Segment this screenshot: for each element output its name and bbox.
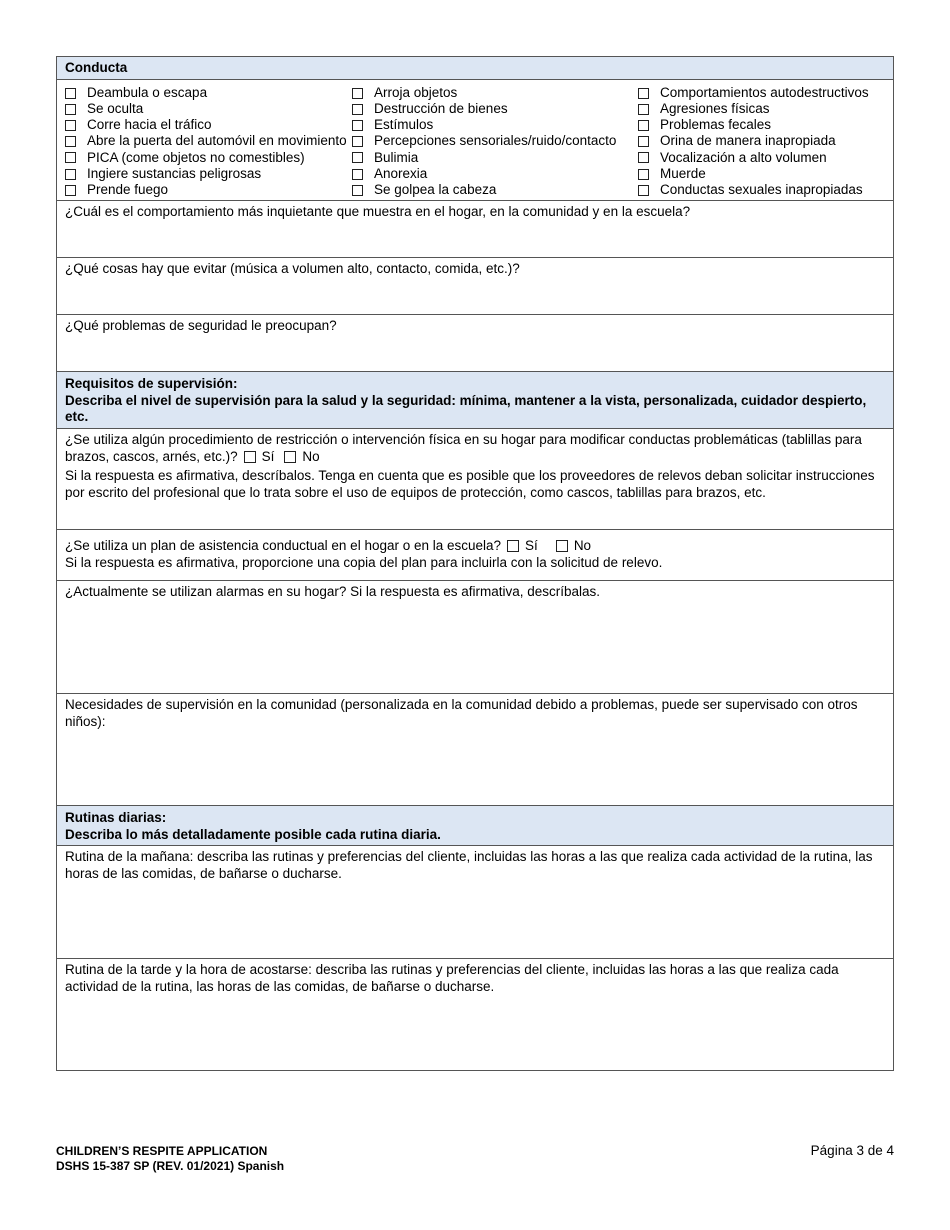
no-checkbox[interactable]: [556, 540, 568, 552]
checkbox[interactable]: [65, 185, 76, 196]
checkbox[interactable]: [638, 152, 649, 163]
behavior-item[interactable]: Estímulos: [352, 117, 638, 133]
behavior-item[interactable]: Agresiones físicas: [638, 101, 885, 117]
behavior-item[interactable]: Percepciones sensoriales/ruido/contacto: [352, 134, 638, 150]
behavior-item[interactable]: Ingiere sustancias peligrosas: [65, 166, 352, 182]
checkbox[interactable]: [65, 88, 76, 99]
evening-routine[interactable]: Rutina de la tarde y la hora de acostarse: describa las rutinas y preferencias del cliente, incluidas las horas a las que realiza cada actividad de la rutina, las horas de las comidas, de bañarse o ducharse.: [65, 962, 839, 994]
behavior-item[interactable]: Bulimia: [352, 150, 638, 166]
behavior-item[interactable]: Abre la puerta del automóvil en movimiento: [65, 134, 352, 150]
checkbox[interactable]: [352, 136, 363, 147]
checkbox[interactable]: [638, 88, 649, 99]
page-number: Página 3 de 4: [810, 1143, 894, 1158]
behavior-item[interactable]: Anorexia: [352, 166, 638, 182]
checkbox[interactable]: [65, 136, 76, 147]
checkbox[interactable]: [638, 136, 649, 147]
checkbox[interactable]: [352, 88, 363, 99]
checkbox[interactable]: [352, 120, 363, 131]
checkbox[interactable]: [352, 169, 363, 180]
checkbox[interactable]: [638, 120, 649, 131]
routines-title: Rutinas diarias:: [65, 810, 167, 825]
checkbox[interactable]: [65, 152, 76, 163]
checkbox[interactable]: [65, 120, 76, 131]
checkbox[interactable]: [65, 104, 76, 115]
conducta-title: Conducta: [65, 60, 128, 75]
supervision-subtitle: Describa el nivel de supervisión para la salud y la seguridad: mínima, mantener a la vista, personalizada, cuidador despierto, etc.: [65, 392, 867, 424]
yes-checkbox[interactable]: [244, 451, 256, 463]
behavior-plan-question[interactable]: ¿Se utiliza un plan de asistencia conductual en el hogar o en la escuela? Sí No Si la respuesta es afirmativa, proporcione una copia del plan para incluirla con la solicitud de relevo.: [57, 530, 893, 581]
behavior-checklist: [57, 80, 893, 201]
behavior-item[interactable]: Se oculta: [65, 101, 352, 117]
behavior-item[interactable]: Comportamientos autodestructivos: [638, 85, 885, 101]
checkbox[interactable]: [352, 104, 363, 115]
behavior-item[interactable]: Conductas sexuales inapropiadas: [638, 182, 885, 198]
community-supervision-question[interactable]: Necesidades de supervisión en la comunidad (personalizada en la comunidad debido a problemas, puede ser supervisado con otros niños):: [57, 694, 893, 806]
behavior-item[interactable]: Corre hacia el tráfico: [65, 117, 352, 133]
question-safety-concerns[interactable]: ¿Qué problemas de seguridad le preocupan?: [57, 315, 893, 372]
conducta-header: [57, 57, 893, 80]
alarms-question[interactable]: ¿Actualmente se utilizan alarmas en su hogar? Si la respuesta es afirmativa, descríbalas.: [57, 581, 893, 694]
behavior-item[interactable]: Prende fuego: [65, 182, 352, 198]
routines-header: [57, 806, 893, 846]
no-checkbox[interactable]: [284, 451, 296, 463]
behavior-item[interactable]: Destrucción de bienes: [352, 101, 638, 117]
behavior-plan-note: Si la respuesta es afirmativa, proporcione una copia del plan para incluirla con la solicitud de relevo.: [65, 554, 663, 570]
behavior-item[interactable]: Deambula o escapa: [65, 85, 352, 101]
checkbox[interactable]: [352, 152, 363, 163]
form-table: [56, 56, 894, 1071]
behavior-item[interactable]: Orina de manera inapropiada: [638, 134, 885, 150]
checkbox[interactable]: [352, 185, 363, 196]
supervision-header: [57, 372, 893, 429]
checkbox[interactable]: [638, 169, 649, 180]
behavior-item[interactable]: Muerde: [638, 166, 885, 182]
restriction-note: Si la respuesta es afirmativa, descríbalos. Tenga en cuenta que es posible que los proveedores de relevos deban solicitar instrucciones por escrito del profesional que lo trata sobre el uso de equipos de protección, como cascos, tablillas para brazos, etc.: [65, 468, 875, 500]
question-things-to-avoid[interactable]: ¿Qué cosas hay que evitar (música a volumen alto, contacto, comida, etc.)?: [57, 258, 893, 315]
behavior-column-2: [352, 85, 638, 197]
behavior-item[interactable]: Problemas fecales: [638, 117, 885, 133]
behavior-item[interactable]: Vocalización a alto volumen: [638, 150, 885, 166]
form-identifier: CHILDREN’S RESPITE APPLICATION DSHS 15-387 SP (REV. 01/2021) Spanish: [56, 1144, 285, 1173]
morning-routine[interactable]: Rutina de la mañana: describa las rutinas y preferencias del cliente, incluidas las horas a las que realiza cada actividad de la rutina, las horas de las comidas, de bañarse o ducharse.: [57, 846, 893, 959]
behavior-column-3: [638, 85, 885, 197]
behavior-column-1: [65, 85, 352, 197]
behavior-item[interactable]: Se golpea la cabeza: [352, 182, 638, 198]
routines-subtitle: Describa lo más detalladamente posible cada rutina diaria.: [65, 826, 441, 842]
checkbox[interactable]: [65, 169, 76, 180]
supervision-title: Requisitos de supervisión:: [65, 376, 238, 391]
checkbox[interactable]: [638, 104, 649, 115]
question-disturbing-behavior[interactable]: ¿Cuál es el comportamiento más inquietante que muestra en el hogar, en la comunidad y en la escuela?: [57, 201, 893, 258]
yes-checkbox[interactable]: [507, 540, 519, 552]
behavior-item[interactable]: PICA (come objetos no comestibles): [65, 150, 352, 166]
checkbox[interactable]: [638, 185, 649, 196]
behavior-item[interactable]: Arroja objetos: [352, 85, 638, 101]
restriction-question[interactable]: ¿Se utiliza algún procedimiento de restricción o intervención física en su hogar para modificar conductas problemáticas (tablillas para brazos, cascos, arnés, etc.)? Sí No Si la respuesta es afirmativa, descríbalos. Tenga en cuenta que es posible que los proveedores de relevos deban solicitar instrucciones por escrito del profesional que lo trata sobre el uso de equipos de protección, como cascos, tablillas para brazos, etc.: [57, 429, 893, 530]
